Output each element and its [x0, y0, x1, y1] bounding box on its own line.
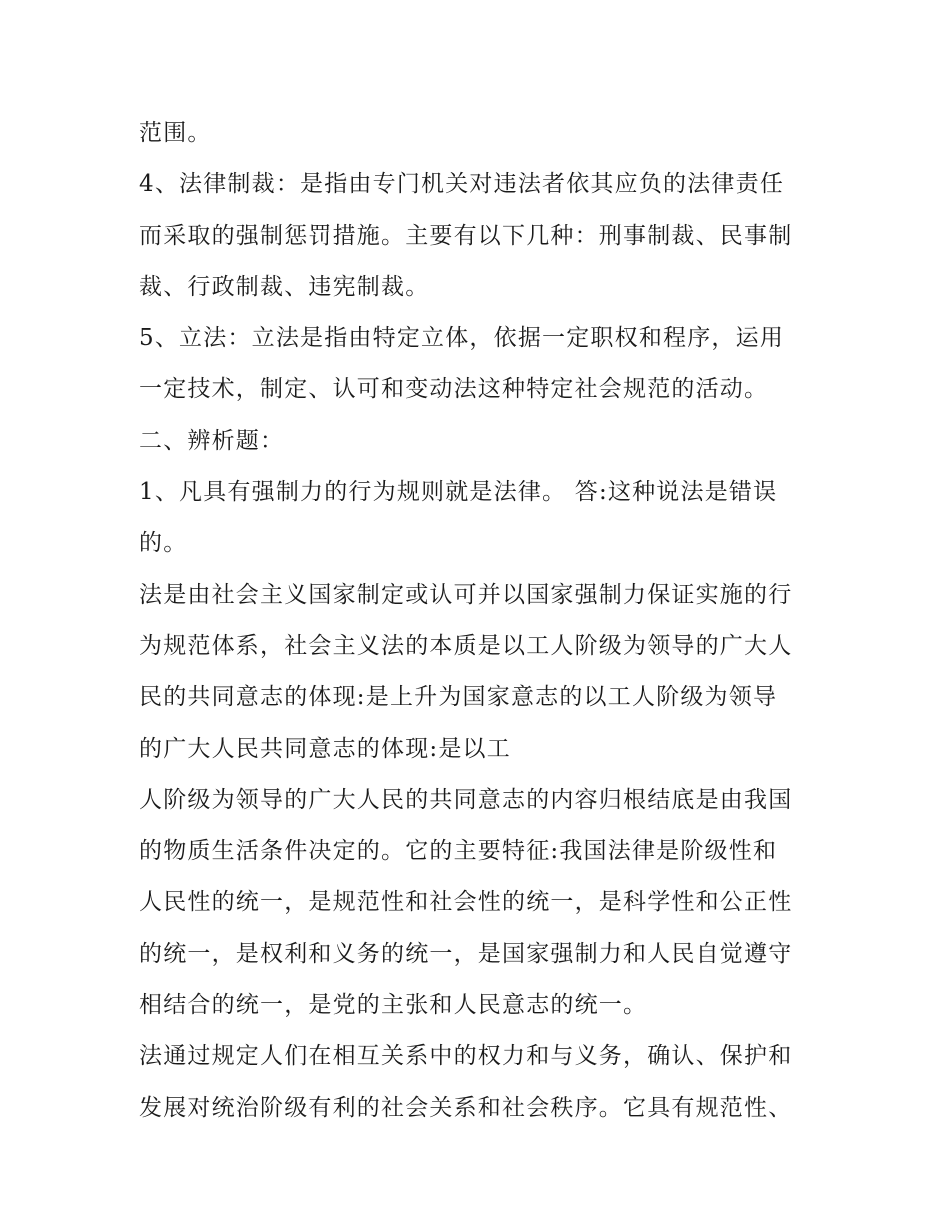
text-line: 的统一，是权利和义务的统一，是国家强制力和人民自觉遵守	[139, 940, 793, 967]
text-line: 发展对统治阶级有利的社会关系和社会秩序。它具有规范性、	[139, 1094, 793, 1121]
section-heading: 二、辨析题：	[139, 427, 285, 454]
text-line: 1、凡具有强制力的行为规则就是法律。 答:这种说法是错误	[139, 479, 778, 506]
text-line: 为规范体系，社会主义法的本质是以工人阶级为领导的广大人	[139, 632, 793, 659]
text-line: 人阶级为领导的广大人民的共同意志的内容归根结底是由我国	[139, 786, 793, 813]
text-line: 的。	[139, 530, 188, 557]
text-line: 5、立法：立法是指由特定立体，依据一定职权和程序，运用	[139, 325, 785, 352]
text-line: 而采取的强制惩罚措施。主要有以下几种：刑事制裁、民事制	[139, 222, 793, 249]
document-body	[139, 108, 819, 1134]
text-line: 相结合的统一，是党的主张和人民意志的统一。	[139, 992, 648, 1019]
text-line: 法是由社会主义国家制定或认可并以国家强制力保证实施的行	[139, 581, 793, 608]
text-line: 裁、行政制裁、违宪制裁。	[139, 273, 430, 300]
text-line: 民的共同意志的体现:是上升为国家意志的以工人阶级为领导	[139, 684, 778, 711]
text-line: 一定技术，制定、认可和变动法这种特定社会规范的活动。	[139, 376, 769, 403]
text-line: 人民性的统一，是规范性和社会性的统一，是科学性和公正性	[139, 889, 793, 916]
text-line: 法通过规定人们在相互关系中的权力和与义务，确认、保护和	[139, 1043, 793, 1070]
text-line: 的广大人民共同意志的体现:是以工	[139, 735, 511, 762]
text-line: 4、法律制裁：是指由专门机关对违法者依其应负的法律责任	[139, 171, 785, 198]
text-line: 的物质生活条件决定的。它的主要特征:我国法律是阶级性和	[139, 838, 778, 865]
text-line: 范围。	[139, 120, 212, 146]
